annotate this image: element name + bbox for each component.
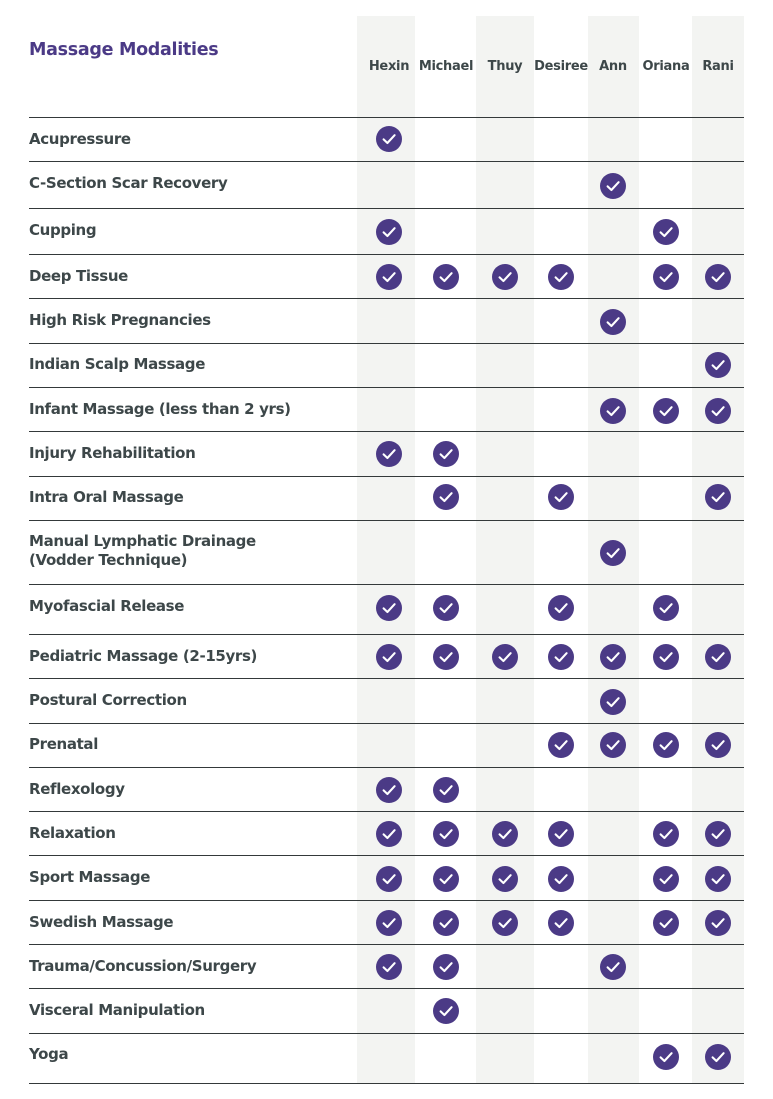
modality-label: Deep Tissue xyxy=(29,267,128,285)
modality-label: Myofascial Release xyxy=(29,597,185,615)
checkmark-icon xyxy=(705,352,731,378)
row-divider xyxy=(29,343,744,344)
checkmark-icon xyxy=(705,644,731,670)
row-divider xyxy=(29,298,744,299)
modality-label: Cupping xyxy=(29,221,97,239)
checkmark-icon xyxy=(705,264,731,290)
modality-label: Acupressure xyxy=(29,130,131,148)
checkmark-icon xyxy=(548,866,574,892)
modality-label: Indian Scalp Massage xyxy=(29,355,206,373)
modality-label: Manual Lymphatic Drainage (Vodder Technique) xyxy=(29,532,256,569)
therapist-header-ann: Ann xyxy=(599,59,627,74)
checkmark-icon xyxy=(705,821,731,847)
checkmark-icon xyxy=(433,595,459,621)
row-divider xyxy=(29,855,744,856)
checkmark-icon xyxy=(653,595,679,621)
checkmark-icon xyxy=(600,689,626,715)
therapist-header-michael: Michael xyxy=(418,59,474,74)
checkmark-icon xyxy=(705,398,731,424)
checkmark-icon xyxy=(548,484,574,510)
modality-label: Trauma/Concussion/Surgery xyxy=(29,957,257,975)
modality-label: Relaxation xyxy=(29,824,116,842)
checkmark-icon xyxy=(548,595,574,621)
checkmark-icon xyxy=(600,309,626,335)
row-divider xyxy=(29,811,744,812)
modality-label: Reflexology xyxy=(29,780,125,798)
checkmark-icon xyxy=(376,644,402,670)
row-divider xyxy=(29,476,744,477)
checkmark-icon xyxy=(653,821,679,847)
checkmark-icon xyxy=(376,910,402,936)
checkmark-icon xyxy=(492,264,518,290)
row-divider xyxy=(29,431,744,432)
checkmark-icon xyxy=(376,866,402,892)
modality-label: Infant Massage (less than 2 yrs) xyxy=(29,400,291,418)
checkmark-icon xyxy=(433,484,459,510)
checkmark-icon xyxy=(433,777,459,803)
modality-label: Sport Massage xyxy=(29,868,151,886)
checkmark-icon xyxy=(433,954,459,980)
checkmark-icon xyxy=(433,866,459,892)
table-title: Massage Modalities xyxy=(29,40,219,60)
checkmark-icon xyxy=(653,219,679,245)
checkmark-icon xyxy=(376,595,402,621)
checkmark-icon xyxy=(705,732,731,758)
checkmark-icon xyxy=(376,821,402,847)
modality-label: Visceral Manipulation xyxy=(29,1001,205,1019)
checkmark-icon xyxy=(548,264,574,290)
checkmark-icon xyxy=(548,732,574,758)
modality-label: Pediatric Massage (2-15yrs) xyxy=(29,647,258,665)
row-divider xyxy=(29,723,744,724)
therapist-header-hexin: Hexin xyxy=(368,59,410,74)
row-divider xyxy=(29,161,744,162)
checkmark-icon xyxy=(433,264,459,290)
checkmark-icon xyxy=(600,954,626,980)
checkmark-icon xyxy=(433,998,459,1024)
checkmark-icon xyxy=(376,126,402,152)
modality-label: Postural Correction xyxy=(29,691,187,709)
modality-label: Intra Oral Massage xyxy=(29,488,184,506)
row-divider xyxy=(29,900,744,901)
checkmark-icon xyxy=(600,644,626,670)
row-divider xyxy=(29,678,744,679)
row-divider xyxy=(29,117,744,118)
row-divider xyxy=(29,254,744,255)
checkmark-icon xyxy=(653,866,679,892)
checkmark-icon xyxy=(433,441,459,467)
row-divider xyxy=(29,520,744,521)
checkmark-icon xyxy=(600,173,626,199)
checkmark-icon xyxy=(433,821,459,847)
checkmark-icon xyxy=(492,910,518,936)
row-divider xyxy=(29,944,744,945)
checkmark-icon xyxy=(653,910,679,936)
therapist-header-desiree: Desiree xyxy=(534,59,588,74)
modality-label: Injury Rehabilitation xyxy=(29,444,196,462)
therapist-header-thuy: Thuy xyxy=(487,59,523,74)
row-divider xyxy=(29,634,744,635)
modality-label: Yoga xyxy=(29,1045,69,1063)
checkmark-icon xyxy=(653,644,679,670)
checkmark-icon xyxy=(376,219,402,245)
checkmark-icon xyxy=(492,866,518,892)
checkmark-icon xyxy=(433,644,459,670)
row-divider xyxy=(29,1083,744,1084)
checkmark-icon xyxy=(376,954,402,980)
checkmark-icon xyxy=(600,732,626,758)
therapist-header-rani: Rani xyxy=(702,59,734,74)
modality-label: C-Section Scar Recovery xyxy=(29,174,228,192)
modality-label: Swedish Massage xyxy=(29,913,174,931)
checkmark-icon xyxy=(705,910,731,936)
checkmark-icon xyxy=(600,540,626,566)
checkmark-icon xyxy=(376,441,402,467)
row-divider xyxy=(29,1033,744,1034)
row-divider xyxy=(29,767,744,768)
checkmark-icon xyxy=(376,264,402,290)
modality-label: High Risk Pregnancies xyxy=(29,311,211,329)
checkmark-icon xyxy=(492,644,518,670)
checkmark-icon xyxy=(653,264,679,290)
checkmark-icon xyxy=(548,821,574,847)
row-divider xyxy=(29,387,744,388)
row-divider xyxy=(29,208,744,209)
checkmark-icon xyxy=(492,821,518,847)
checkmark-icon xyxy=(705,484,731,510)
checkmark-icon xyxy=(548,910,574,936)
checkmark-icon xyxy=(705,866,731,892)
checkmark-icon xyxy=(433,910,459,936)
checkmark-icon xyxy=(600,398,626,424)
checkmark-icon xyxy=(653,1044,679,1070)
checkmark-icon xyxy=(705,1044,731,1070)
checkmark-icon xyxy=(376,777,402,803)
row-divider xyxy=(29,584,744,585)
therapist-header-oriana: Oriana xyxy=(642,59,690,74)
row-divider xyxy=(29,988,744,989)
checkmark-icon xyxy=(548,644,574,670)
checkmark-icon xyxy=(653,398,679,424)
checkmark-icon xyxy=(653,732,679,758)
modality-label: Prenatal xyxy=(29,735,98,753)
